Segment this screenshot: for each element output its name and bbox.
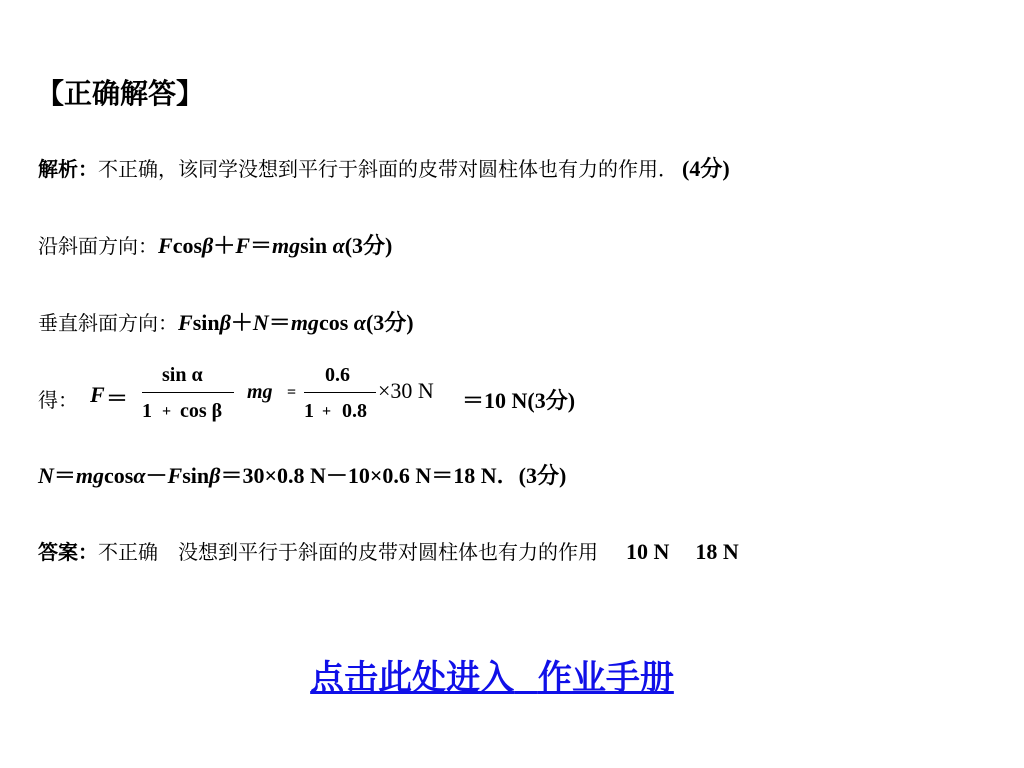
homework-link[interactable] (0, 650, 984, 699)
homework-link-part2[interactable]: 作业手册 (537, 658, 674, 698)
result-value: ＝10 N(3分) (462, 388, 576, 413)
nline-eq: ＝ (53, 463, 76, 488)
answer-line (38, 536, 739, 565)
fraction1-numerator: sin α (162, 364, 203, 386)
answer-value-2: 18 N (695, 539, 739, 564)
homework-link-part1[interactable]: 点击此处进入 (310, 658, 515, 698)
result-mg: mg (247, 381, 273, 403)
slope-beta: β (202, 233, 214, 258)
nline-minus: － (145, 463, 168, 488)
result-F: F (90, 382, 105, 407)
slope-eq: ＝ (250, 233, 273, 258)
slope-F1: F (158, 233, 173, 258)
analysis-colon: ： (78, 157, 98, 181)
fraction2-numerator: 0.6 (325, 364, 350, 386)
fraction2-den-a: 1 (304, 400, 314, 422)
analysis-label: 解析 (38, 157, 78, 181)
normal-cos: cos (318, 310, 354, 335)
slope-cos: cos (172, 233, 203, 258)
normal-label: 垂直斜面方向： (38, 311, 178, 335)
fraction2-bar (304, 392, 376, 393)
slope-plus: ＋ (213, 233, 236, 258)
slope-score: (3分) (344, 233, 393, 258)
slope-equation-line (38, 229, 392, 260)
normal-mg: mg (290, 310, 319, 335)
slope-alpha: α (332, 233, 345, 258)
normal-sin: sin (192, 310, 220, 335)
fraction1-den-plus: + (162, 403, 172, 420)
nline-alpha: α (133, 463, 146, 488)
nline-F: F (167, 463, 183, 488)
normal-equation-line (38, 306, 414, 337)
answer-value-1: 10 N (626, 539, 670, 564)
fraction1-den-b: cos β (180, 400, 223, 422)
normal-force-line (38, 459, 566, 490)
slope-label: 沿斜面方向： (38, 234, 158, 258)
nline-beta: β (209, 463, 221, 488)
normal-score: (3分) (365, 310, 414, 335)
nline-rest: ＝30×0.8 N－10×0.6 N＝18 N．(3分) (220, 463, 567, 488)
answer-text: 不正确 没想到平行于斜面的皮带对圆柱体也有力的作用 (98, 540, 598, 564)
analysis-score: (4分) (682, 156, 730, 181)
nline-sin: sin (182, 463, 210, 488)
slope-F2: F (235, 233, 250, 258)
answer-colon: ： (78, 540, 98, 564)
normal-F: F (178, 310, 193, 335)
normal-eq: ＝ (268, 310, 291, 335)
fraction1-den-a: 1 (142, 400, 152, 422)
fraction1-bar (142, 392, 234, 393)
result-label: 得： (38, 388, 78, 412)
slope-sin: sin (300, 233, 333, 258)
result-eq: ＝ (106, 386, 129, 411)
normal-plus: ＋ (230, 310, 253, 335)
answer-label: 答案 (38, 540, 78, 564)
result-eq-small: = (287, 384, 297, 401)
fraction2-den-plus: + (322, 403, 332, 420)
nline-mg: mg (75, 463, 105, 488)
normal-beta: β (219, 310, 231, 335)
result-times: ×30 N (378, 378, 434, 403)
nline-N: N (38, 463, 54, 488)
normal-alpha: α (353, 310, 366, 335)
analysis-text: 不正确，该同学没想到平行于斜面的皮带对圆柱体也有力的作用． (98, 157, 678, 181)
section-heading: 【正确解答】 (36, 77, 205, 110)
nline-cos: cos (104, 463, 134, 488)
normal-N: N (252, 310, 269, 335)
analysis-line (38, 152, 730, 183)
fraction2-den-b: 0.8 (342, 400, 367, 422)
slope-mg: mg (272, 233, 301, 258)
